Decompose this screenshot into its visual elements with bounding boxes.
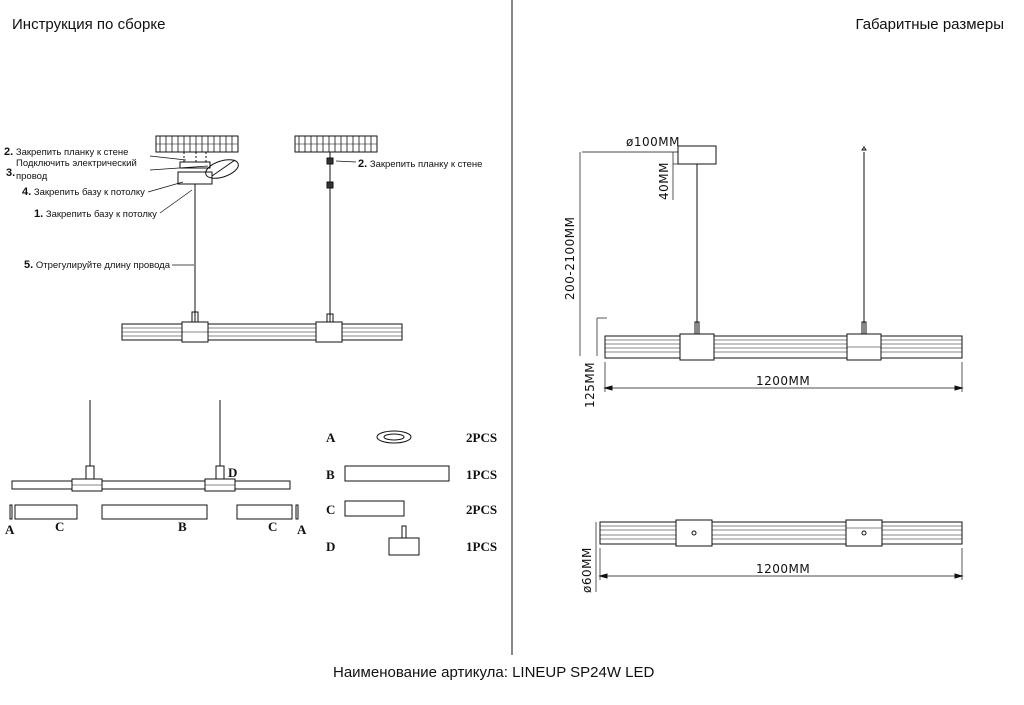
assembly-title: Инструкция по сборке: [12, 16, 166, 33]
lamp-body-top-left: [122, 312, 402, 342]
dim-canopy-height: 40MM: [657, 162, 671, 200]
dimension-top-view: [580, 146, 962, 392]
step-5-adjust-wire: 5. Отрегулируйте длину провода: [24, 259, 170, 271]
part-c-letter: C: [326, 502, 336, 517]
part-a-qty: 2PCS: [466, 430, 498, 445]
step-3-wire: провод: [16, 171, 48, 182]
step-3-number: 3.: [6, 167, 16, 179]
dimension-plan-view: [596, 520, 962, 592]
step-4-fix-base: 4. Закрепить базу к потолку: [22, 186, 145, 198]
exploded-view: [10, 400, 298, 519]
dim-body-height: 125MM: [583, 361, 597, 408]
marker-d: D: [228, 465, 238, 480]
step-2-fix-bracket-right: 2. Закрепить планку к стене: [358, 158, 483, 170]
ceiling-hatch-right: [295, 136, 377, 152]
marker-a-right: A: [297, 522, 307, 537]
parts-icons: [345, 431, 449, 555]
step-3-connect-wire: Подключить электрический: [16, 158, 137, 169]
ceiling-hatch-left: [156, 136, 238, 152]
step-1-fix-base: 1. Закрепить базу к потолку: [34, 208, 157, 220]
marker-b: B: [178, 519, 187, 534]
marker-a-left: A: [5, 522, 15, 537]
part-b-letter: B: [326, 467, 335, 482]
part-a-letter: A: [326, 430, 336, 445]
part-d-qty: 1PCS: [466, 539, 498, 554]
marker-c-left: C: [55, 519, 65, 534]
dim-length-top: 1200MM: [756, 374, 811, 388]
dimensions-title: Габаритные размеры: [855, 16, 1004, 33]
left-mount-assembly: [178, 152, 241, 322]
dim-cable-range: 200-2100MM: [563, 216, 577, 300]
part-b-qty: 1PCS: [466, 467, 498, 482]
article-name: Наименование артикула: LINEUP SP24W LED: [333, 664, 655, 681]
right-mount-assembly: [327, 152, 356, 322]
part-d-letter: D: [326, 539, 336, 554]
part-c-qty: 2PCS: [466, 502, 498, 517]
dim-canopy-diameter: ø100MM: [626, 135, 680, 149]
dim-diameter: ø60MM: [580, 547, 594, 593]
dim-length-bottom: 1200MM: [756, 562, 811, 576]
marker-c-right: C: [268, 519, 278, 534]
step-2-fix-bracket: 2. Закрепить планку к стене: [4, 146, 129, 158]
